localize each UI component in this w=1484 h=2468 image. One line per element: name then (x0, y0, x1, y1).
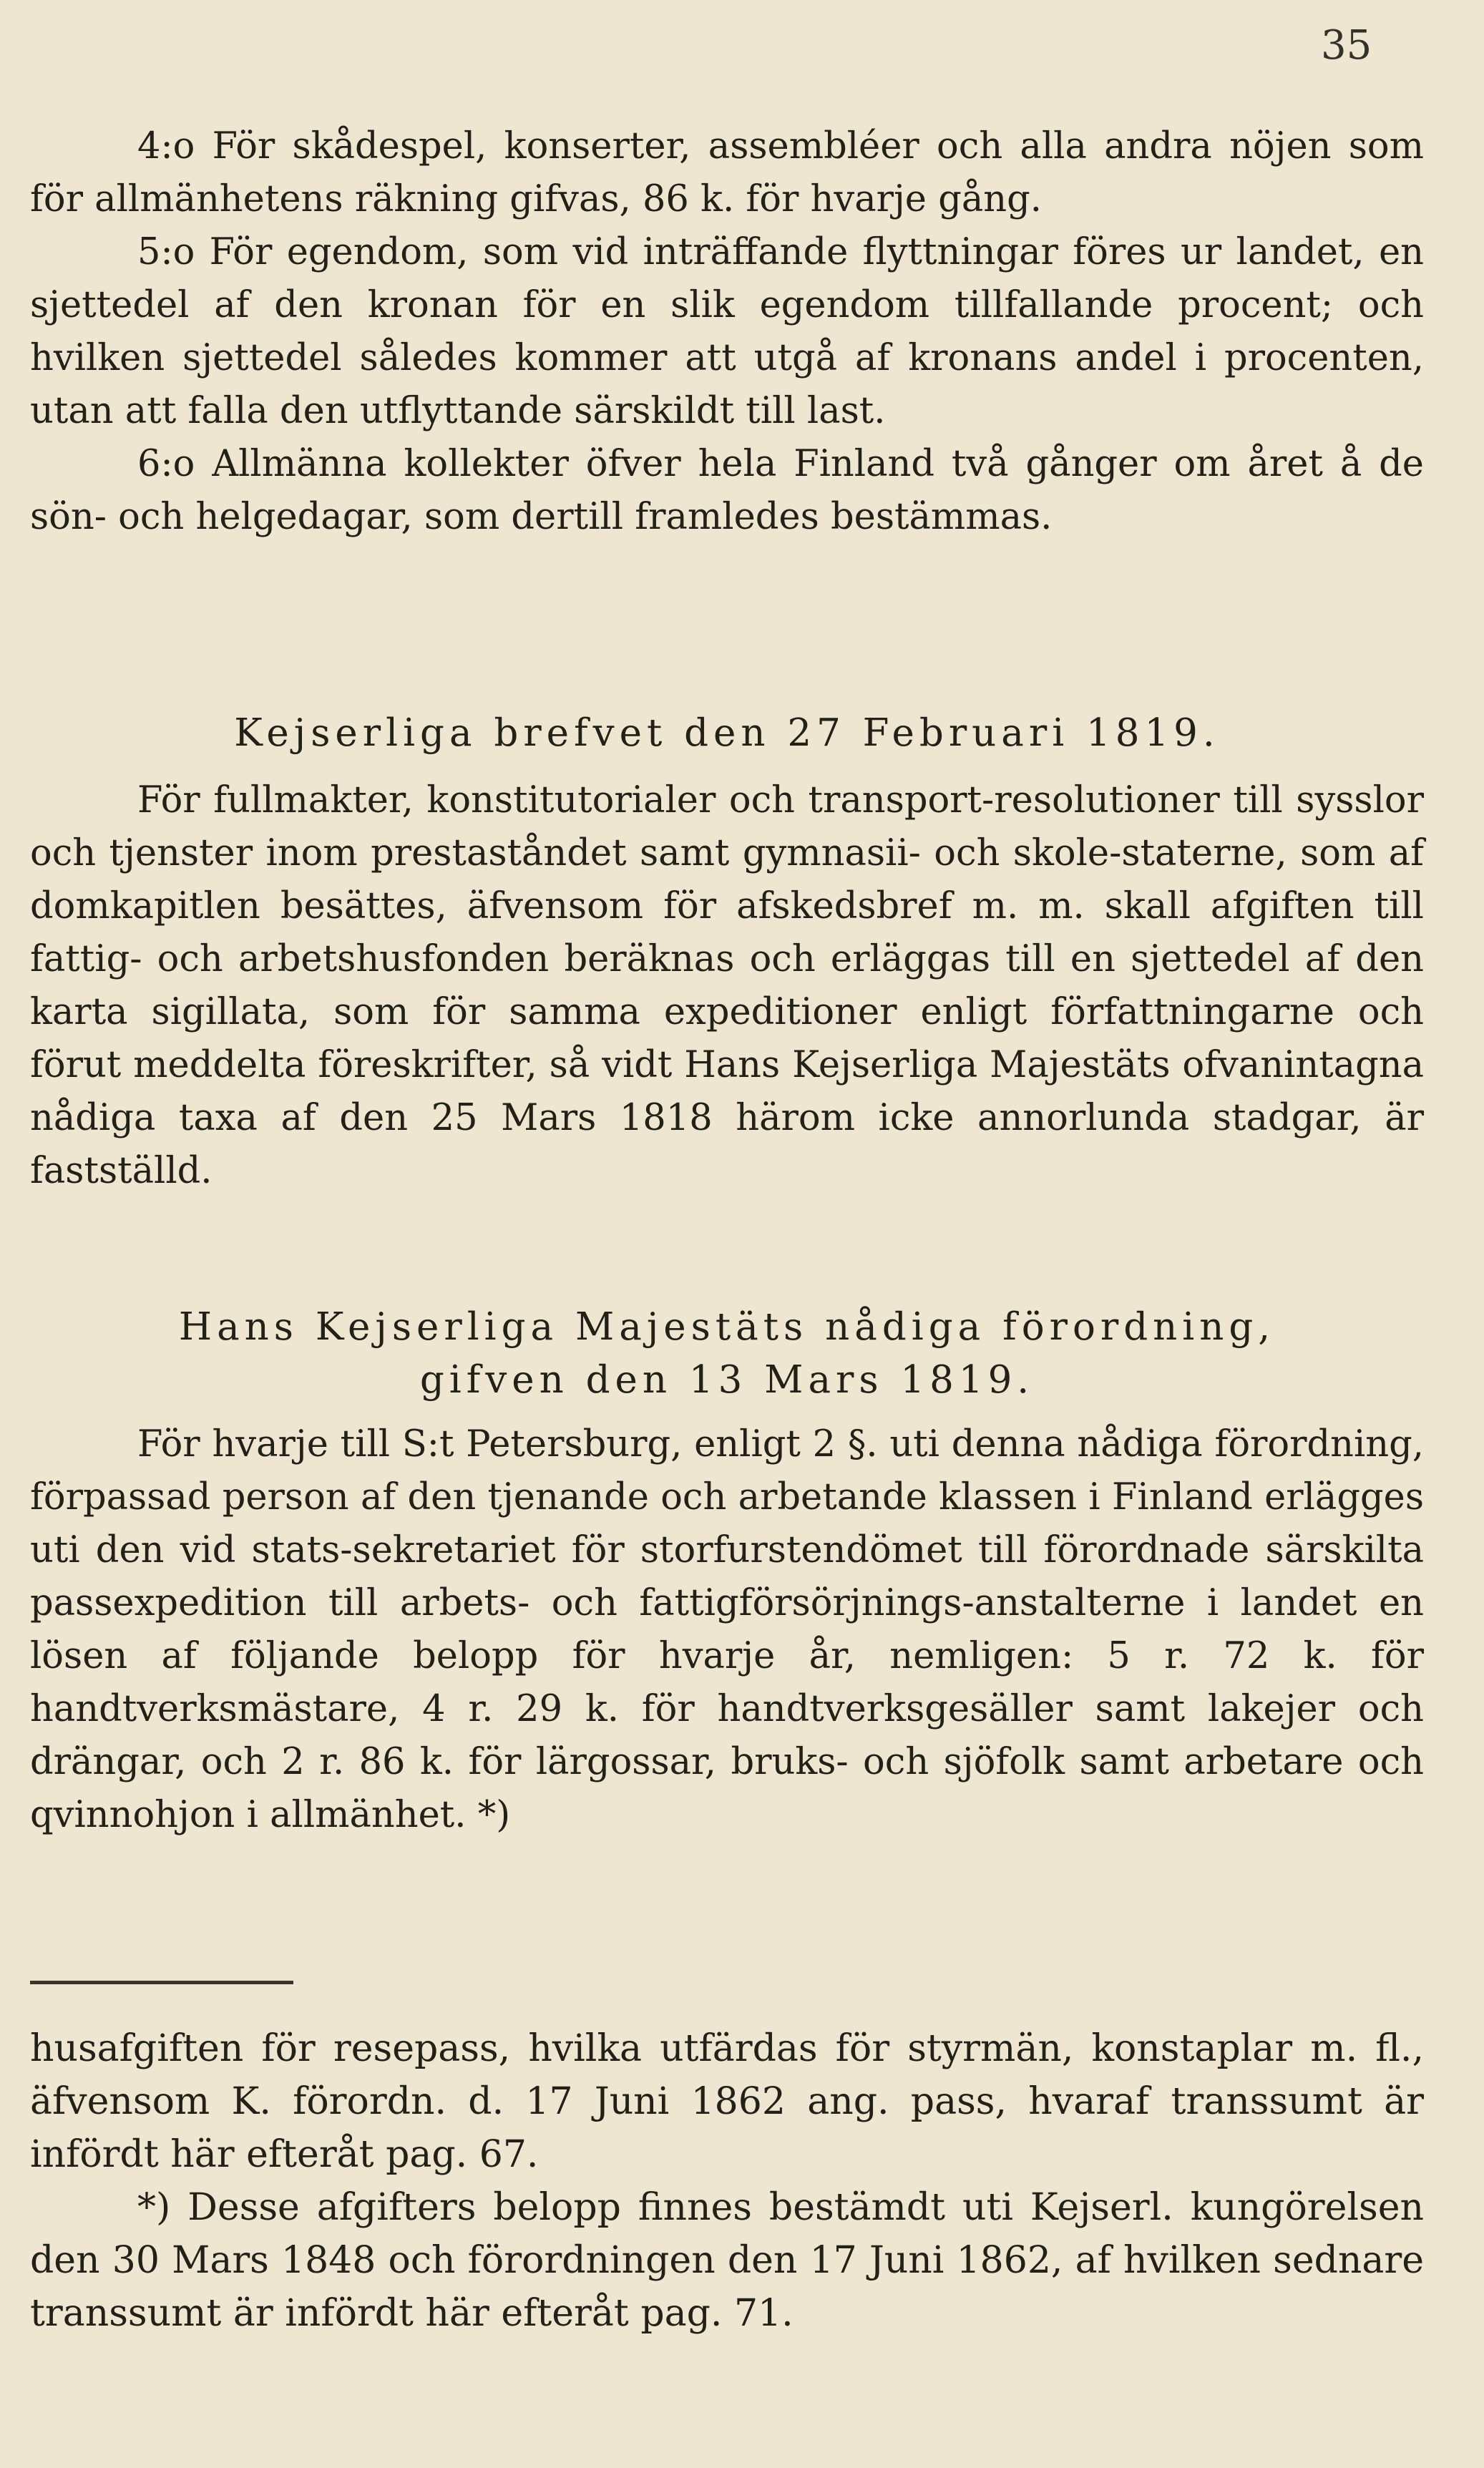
page-number: 35 (1321, 22, 1372, 69)
paragraph-item-4: 4:o För skådespel, konserter, assembléer och alla andra nöjen som för allmänhetens räkning gifvas, 86 k. för hvarje gång. (30, 125, 1424, 220)
heading-ordinance (30, 1301, 1424, 1407)
section-fees-list (30, 120, 1424, 544)
paragraph-item-5: 5:o För egendom, som vid inträffande flyttningar föres ur landet, en sjettedel af den kronan för en slik egendom tillfallande procent; och hvilken sjettedel således kommer att utgå af kronans andel i procenten, utan att falla den utflyttande särskildt till last. (30, 231, 1424, 432)
paragraph-item-6: 6:o Allmänna kollekter öfver hela Finland två gånger om året å de sön- och helgedagar, som dertill framledes bestämmas. (30, 443, 1424, 538)
paragraph-commissions: För fullmakter, konstitutorialer och transport-resolutioner till sysslor och tjenster inom prestaståndet samt gymnasii- och skole-staterne, som af domkapitlen besättes, äfvensom för afskedsbref m. m. skall afgiften till fattig- och arbetshusfonden beräknas och erläggas till en sjettedel af den karta sigillata, som för samma expeditioner enligt författningarne och förut meddelta föreskrifter, så vidt Hans Kejserliga Majestäts ofvanintagna nådiga taxa af den 25 Mars 1818 härom icke annorlunda stadgar, är fastställd. (30, 779, 1424, 1192)
heading-ordinance-line1: Hans Kejserliga Majestäts nådiga förordning, (178, 1305, 1276, 1349)
section-imperial-letter (30, 774, 1424, 1198)
heading-imperial-letter: Kejserliga brefvet den 27 Februari 1819. (234, 711, 1220, 755)
section-ordinance (30, 1418, 1424, 1842)
footnote-divider (30, 1981, 293, 1984)
heading-ordinance-line2: gifven den 13 Mars 1819. (419, 1358, 1035, 1402)
footnote-asterisk: *) Desse afgifters belopp finnes bestämdt uti Kejserl. kungörelsen den 30 Mars 1848 och förordningen den 17 Juni 1862, af hvilken sednare transsumt är infördt här efteråt pag. 71. (30, 2186, 1424, 2335)
footnotes (30, 2022, 1424, 2340)
paragraph-passport-fees: För hvarje till S:t Petersburg, enligt 2 §. uti denna nådiga förordning, förpassad person af den tjenande och arbetande klassen i Finland erlägges uti den vid stats-sekretariet för storfurstendömet till förordnade särskilta passexpedition till arbets- och fattigförsörjnings-anstalterne i landet en lösen af följande belopp för hvarje år, nemligen: 5 r. 72 k. för handtverksmästare, 4 r. 29 k. för handtverksgesäller samt lakejer och drängar, och 2 r. 86 k. för lärgossar, bruks- och sjöfolk samt arbetare och qvinnohjon i allmänhet. *) (30, 1423, 1424, 1836)
footnote-continuation: husafgiften för resepass, hvilka utfärdas för styrmän, konstaplar m. fl., äfvensom K. förordn. d. 17 Juni 1862 ang. pass, hvaraf transsumt är infördt här efteråt pag. 67. (30, 2027, 1424, 2176)
